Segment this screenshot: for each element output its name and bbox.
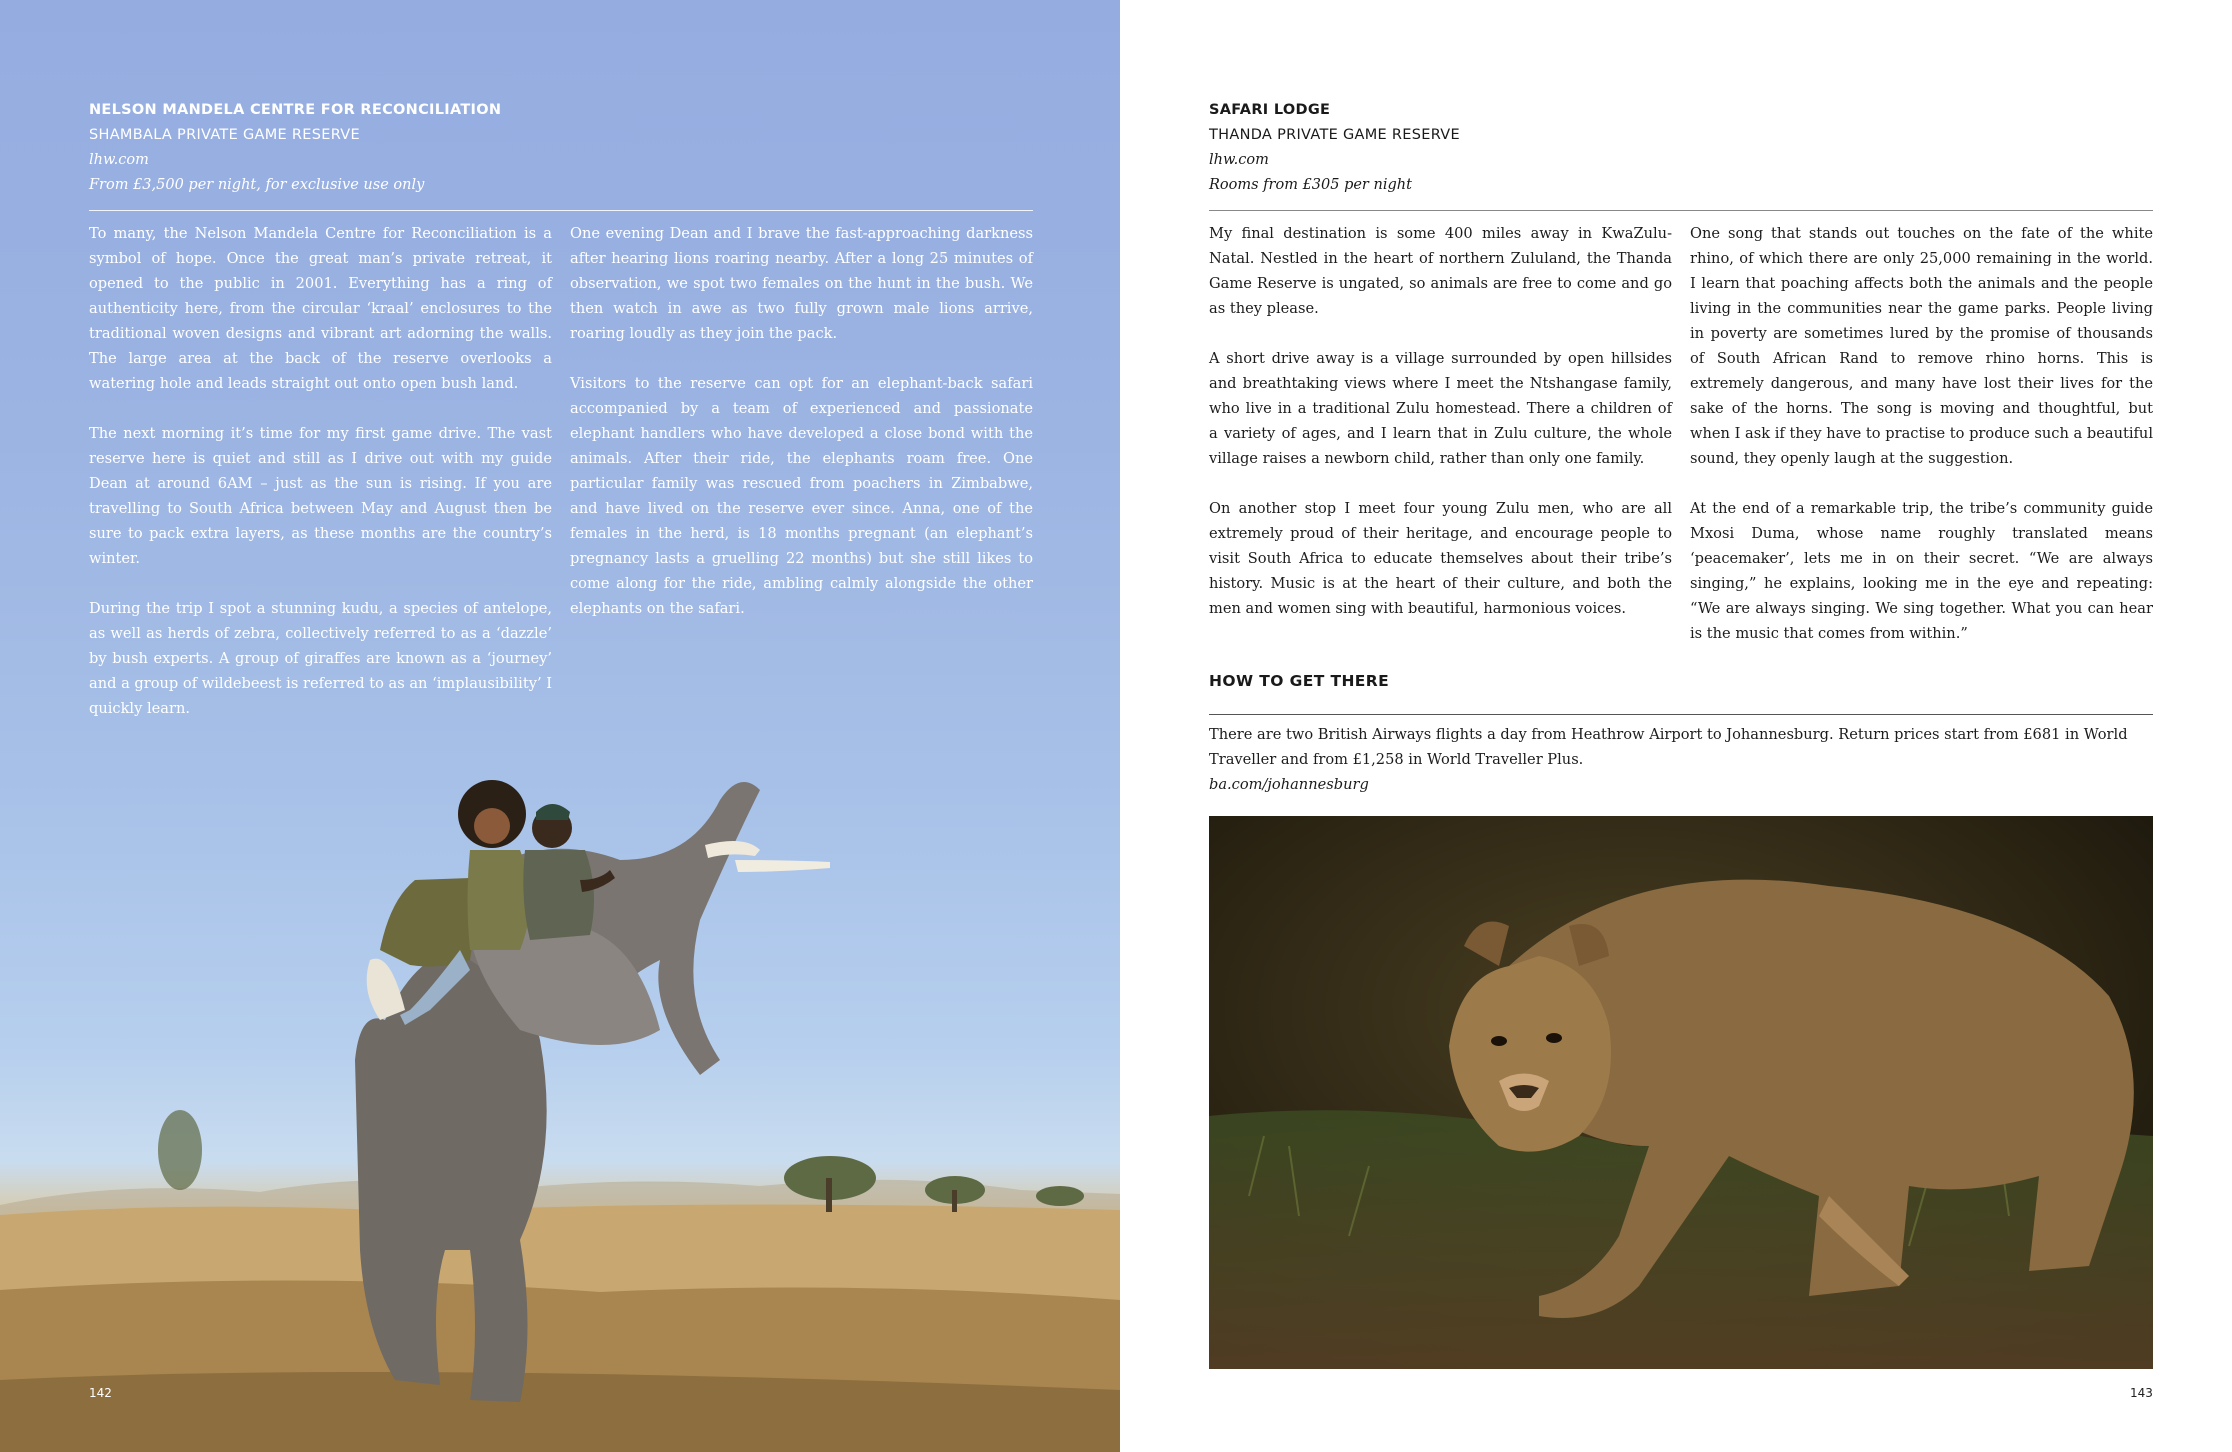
paragraph: The next morning it’s time for my first game drive. The vast reserve here is quiet and still as I drive out with my guide Dean at around 6AM – just as the sun is rising. If you are travelling to South Africa between May and August then be sure to pack extra layers, as these months are the country’s winter. [89, 425, 552, 567]
right-listing-price: Rooms from £305 per night [1209, 177, 1412, 193]
paragraph: One evening Dean and I brave the fast-approaching darkness after hearing lions roaring nearby. After a long 25 minutes of observation, we spot two females on the hunt in the bush. We then watch in awe as two fully grown male lions arrive, roaring loudly as they join the pack. [570, 225, 1033, 342]
left-listing-header [89, 98, 1033, 198]
left-column-1 [89, 221, 552, 746]
how-to-rule [1209, 714, 2153, 715]
paragraph: On another stop I meet four young Zulu men, who are all extremely proud of their heritage, and encourage people to visit South Africa to educate themselves about their tribe’s history. Music is at the heart of their culture, and both the men and women sing with beautiful, harmonious voices. [1209, 500, 1672, 617]
left-header-rule [89, 210, 1033, 211]
paragraph: One song that stands out touches on the fate of the white rhino, of which there are only 25,000 remaining in the world. I learn that poaching affects both the animals and the people living in the communities near the game parks. People living in poverty are sometimes lured by the promise of thousands of South African Rand to remove rhino horns. This is extremely dangerous, and many have lost their lives for the sake of the horns. The song is moving and thoughtful, but when I ask if they have to practise to produce such a beautiful sound, they openly laugh at the suggestion. [1690, 225, 2153, 467]
right-header-rule [1209, 210, 2153, 211]
right-column-2 [1690, 221, 2153, 671]
right-listing-subtitle: THANDA PRIVATE GAME RESERVE [1209, 127, 1460, 143]
how-to-get-there-text [1209, 722, 2153, 797]
paragraph: At the end of a remarkable trip, the tribe’s community guide Mxosi Duma, whose name roughly translated means ‘peacemaker’, lets me in on their secret. “We are always singing,” he explains, looking me in the eye and repeating: “We are always singing. We sing together. What you can hear is the music that comes from within.” [1690, 500, 2153, 642]
left-listing-url[interactable]: lhw.com [89, 152, 149, 168]
travel-info: There are two British Airways flights a day from Heathrow Airport to Johannesburg. Return prices start from £681 in World Traveller and from £1,258 in World Traveller Plus. [1209, 726, 2128, 768]
right-listing-url[interactable]: lhw.com [1209, 152, 1269, 168]
travel-link[interactable]: ba.com/johannesburg [1209, 776, 1369, 793]
lion-photo [1209, 816, 2153, 1369]
left-column-2 [570, 221, 1033, 646]
lion-illustration [1209, 816, 2153, 1369]
how-to-get-there-heading: HOW TO GET THERE [1209, 672, 1390, 690]
paragraph: A short drive away is a village surrounded by open hillsides and breathtaking views where I meet the Ntshangase family, who live in a traditional Zulu homestead. There a children of a variety of ages, and I learn that in Zulu culture, the whole village raises a newborn child, rather than only one family. [1209, 350, 1672, 467]
left-listing-subtitle: SHAMBALA PRIVATE GAME RESERVE [89, 127, 360, 143]
paragraph: To many, the Nelson Mandela Centre for Reconciliation is a symbol of hope. Once the great man’s private retreat, it opened to the public in 2001. Everything has a ring of authenticity here, from the circular ‘kraal’ enclosures to the traditional woven designs and vibrant art adorning the walls. The large area at the back of the reserve overlooks a watering hole and leads straight out onto open bush land. [89, 225, 552, 392]
right-listing-header [1209, 98, 1460, 198]
paragraph: During the trip I spot a stunning kudu, a species of antelope, as well as herds of zebra, collectively referred to as a ‘dazzle’ by bush experts. A group of giraffes are known as a ‘journey’ and a group of wildebeest is referred to as an ‘implausibility’ I quickly learn. [89, 600, 552, 717]
left-listing-title: NELSON MANDELA CENTRE FOR RECONCILIATION [89, 102, 502, 118]
paragraph: My final destination is some 400 miles away in KwaZulu-Natal. Nestled in the heart of northern Zululand, the Thanda Game Reserve is ungated, so animals are free to come and go as they please. [1209, 225, 1672, 317]
page-number-right: 143 [2130, 1386, 2153, 1400]
left-listing-price: From £3,500 per night, for exclusive use only [89, 177, 425, 193]
grass-shadow [0, 1372, 1120, 1452]
right-page [1120, 0, 2232, 1452]
page-number-left: 142 [89, 1386, 112, 1400]
saddle-pad [367, 959, 405, 1020]
right-listing-title: SAFARI LODGE [1209, 102, 1331, 118]
right-column-1 [1209, 221, 1672, 646]
tusk [735, 860, 830, 872]
paragraph: Visitors to the reserve can opt for an elephant-back safari accompanied by a team of experienced and passionate elephant handlers who have developed a close bond with the animals. After their ride, the elephants roam free. One particular family was rescued from poachers in Zimbabwe, and have lived on the reserve ever since. Anna, one of the females in the herd, is 18 months pregnant (an elephant’s pregnancy lasts a gruelling 22 months) but she still likes to come along for the ride, ambling calmly alongside the other elephants on the safari. [570, 375, 1033, 617]
